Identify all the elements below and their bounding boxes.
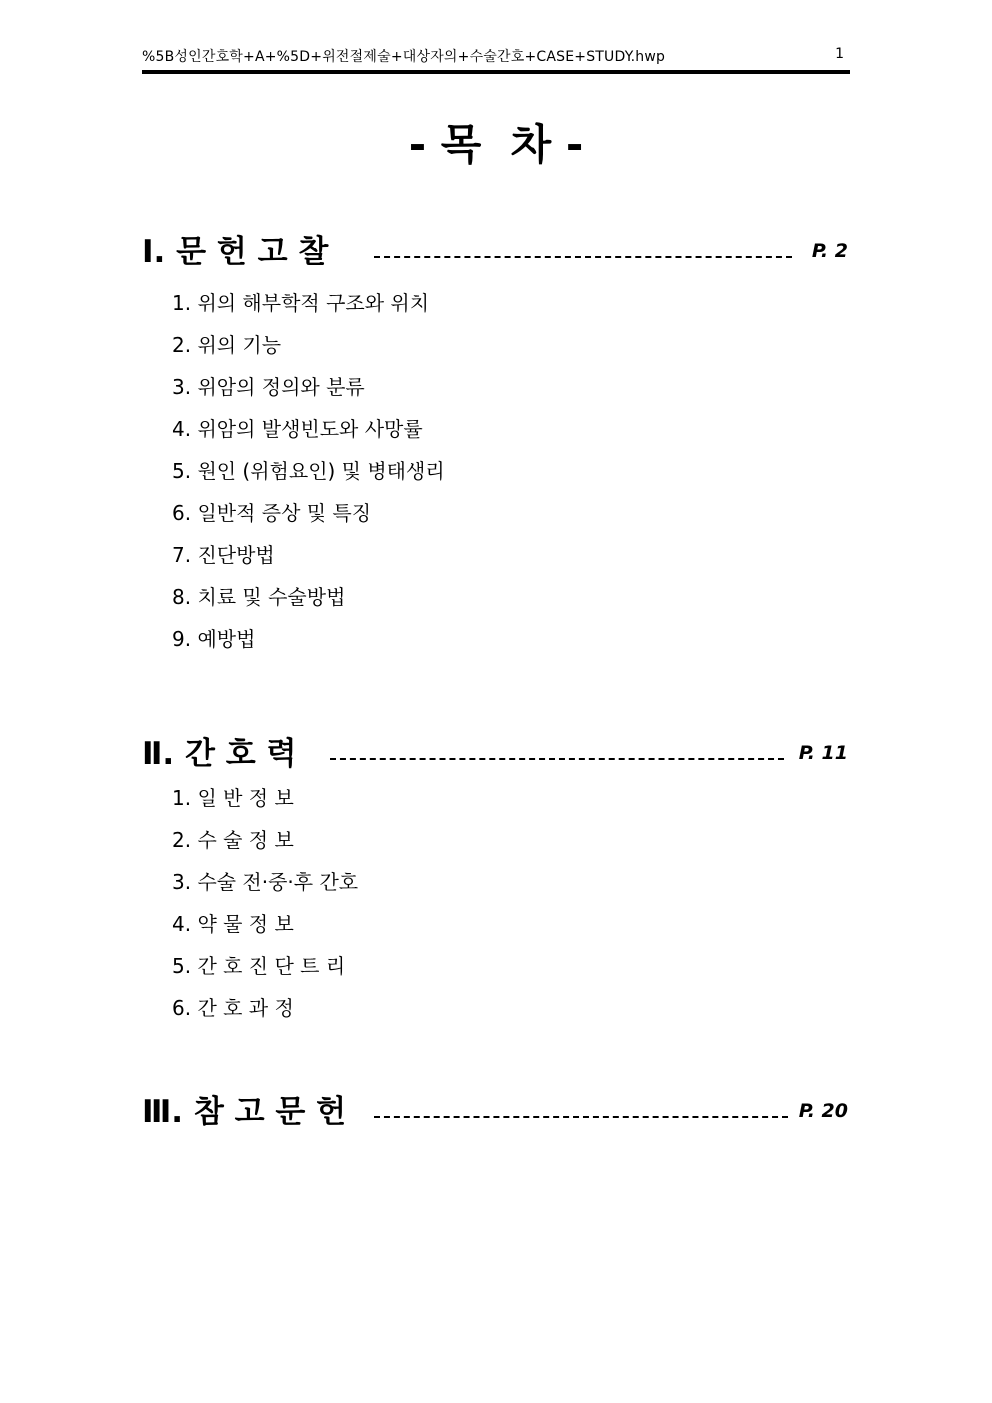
header-rule xyxy=(142,70,850,74)
toc-item: 6. 간 호 과 정 xyxy=(172,996,294,1020)
toc-item: 8. 치료 및 수술방법 xyxy=(172,585,346,609)
toc-section-3 xyxy=(142,1090,850,1134)
toc-item: 6. 일반적 증상 및 특징 xyxy=(172,501,372,525)
toc-item: 1. 위의 해부학적 구조와 위치 xyxy=(172,291,430,315)
toc-item: 9. 예방법 xyxy=(172,627,256,651)
toc-item: 3. 수술 전·중·후 간호 xyxy=(172,870,359,894)
toc-section-1-page: P. 2 xyxy=(811,240,848,262)
toc-item: 2. 위의 기능 xyxy=(172,333,282,357)
toc-section-2-page: P. 11 xyxy=(798,742,848,764)
header-page-number: 1 xyxy=(835,46,844,62)
toc-section-1-title: Ⅰ. 문 헌 고 찰 xyxy=(142,234,329,270)
toc-item: 2. 수 술 정 보 xyxy=(172,828,294,852)
toc-item: 4. 약 물 정 보 xyxy=(172,912,294,936)
toc-item: 5. 간 호 진 단 트 리 xyxy=(172,954,346,978)
toc-item: 4. 위암의 발생빈도와 사망률 xyxy=(172,417,423,441)
toc-title: - 목 차 - xyxy=(408,120,584,169)
toc-section-2 xyxy=(142,732,850,776)
toc-item: 5. 원인 (위험요인) 및 병태생리 xyxy=(172,459,445,483)
toc-section-2-leader xyxy=(330,758,784,760)
toc-item: 1. 일 반 정 보 xyxy=(172,786,294,810)
toc-section-3-title: Ⅲ. 참 고 문 헌 xyxy=(142,1094,347,1130)
header-filename: %5B성인간호학+A+%5D+위전절제술+대상자의+수술간호+CASE+STUDY.hwp xyxy=(142,49,666,65)
page-header xyxy=(142,44,850,68)
toc-section-1 xyxy=(142,230,850,274)
toc-item: 3. 위암의 정의와 분류 xyxy=(172,375,365,399)
toc-item: 7. 진단방법 xyxy=(172,543,275,567)
toc-section-3-leader xyxy=(374,1116,788,1118)
toc-section-3-page: P. 20 xyxy=(798,1100,848,1122)
toc-section-1-leader xyxy=(374,256,792,258)
toc-section-2-title: Ⅱ. 간 호 력 xyxy=(142,736,297,772)
